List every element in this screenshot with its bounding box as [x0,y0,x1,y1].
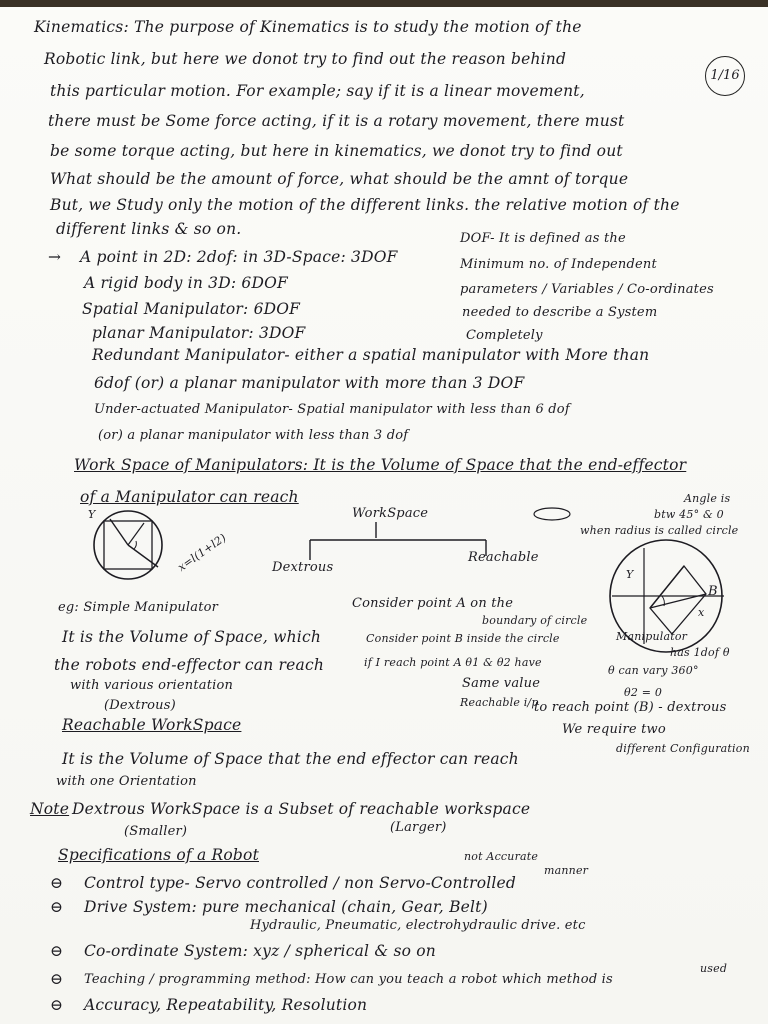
spec-item-4: Teaching / programming method: How can you teach a robot which method is [84,972,613,987]
intro-line-6: What should be the amount of force, what should be the amnt of torque [50,170,629,188]
page-number: 1/16 [705,56,745,96]
tree-right-label: Reachable [468,550,539,565]
dextrous-line-4: (Dextrous) [104,698,176,713]
dof-item-1: A point in 2D: 2dof: in 3D-Space: 3DOF [80,248,398,266]
right-diagram-y-label: Y [626,568,634,581]
intro-line-3: this particular motion. For example; say if it is a linear movement, [50,82,585,100]
consider-b: Consider point B inside the circle [366,632,560,645]
note-smaller: (Smaller) [124,824,188,839]
spec-bullet-3: ⊖ [50,942,64,960]
we-require-note: We require two [562,722,666,737]
dextrous-line-3: with various orientation [70,678,234,693]
spec-item-5: Accuracy, Repeatability, Resolution [84,996,368,1014]
manipulator-note: Manipulator [616,630,688,643]
spec-item-3: Co-ordinate System: xyz / spherical & so on [84,942,436,960]
consider-a-2: boundary of circle [482,614,588,627]
redundant-line-1: Redundant Manipulator- either a spatial manipulator with More than [92,346,650,364]
intro-line-5: be some torque acting, but here in kinematics, we donot try to find out [50,142,623,160]
spec-bullet-4: ⊖ [50,970,64,988]
specs-heading: Specifications of a Robot [58,846,259,864]
dof-def-1: DOF- It is defined as the [460,231,626,246]
spec-item-1: Control type- Servo controlled / non Servo-Controlled [84,874,517,892]
if-reach-note: if I reach point A θ1 & θ2 have [364,656,542,669]
dextrous-line-2: the robots end-effector can reach [54,656,325,674]
workspace-definition-2: of a Manipulator can reach [80,488,299,506]
dof-def-5: Completely [466,328,543,343]
page-top-edge [0,0,768,7]
note-larger: (Larger) [390,820,447,835]
underactuated-line-2: (or) a planar manipulator with less than 3 dof [98,428,409,443]
dof-def-3: parameters / Variables / Co-ordinates [460,282,714,297]
scribble-ellipse [530,504,574,524]
note-text: Dextrous WorkSpace is a Subset of reachable workspace [72,800,531,818]
spec-bullet-2: ⊖ [50,898,64,916]
angle-note-2: btw 45° & 0 [654,508,724,521]
reachable-line-1: It is the Volume of Space that the end effector can reach [62,750,519,768]
theta-zero-note: θ2 = 0 [624,686,663,699]
spec-bullet-1: ⊖ [50,874,64,892]
dof-item-3: Spatial Manipulator: 6DOF [82,300,301,318]
angle-note-1: Angle is [684,492,731,505]
has-dof-note: has 1dof θ [670,646,730,659]
intro-line-4: there must be Some force acting, if it is a rotary movement, there must [48,112,625,130]
intro-line-8: different links & so on. [56,220,242,238]
intro-line-7: But, we Study only the motion of the different links. the relative motion of the [50,196,680,214]
angle-note-3: when radius is called circle [580,524,739,537]
intro-line-2: Robotic link, but here we donot try to find out the reason behind [44,50,567,68]
dof-def-4: needed to describe a System [462,305,658,320]
dof-item-2: A rigid body in 3D: 6DOF [84,274,288,292]
example-label: eg: Simple Manipulator [58,600,219,615]
underactuated-line-1: Under-actuated Manipulator- Spatial manipulator with less than 6 dof [94,402,570,417]
specs-side-note-2: manner [544,864,589,877]
left-diagram-y-label: Y [88,508,96,521]
same-value-note: Same value [462,676,541,691]
left-diagram-label: x=l(1+l2) [175,531,229,574]
spec-item-2-cont: Hydraulic, Pneumatic, electrohydraulic drive. etc [250,918,586,933]
workspace-definition: Work Space of Manipulators: It is the Volume of Space that the end-effector [74,456,687,474]
consider-a: Consider point A on the [352,596,514,611]
dof-def-2: Minimum no. of Independent [460,257,657,272]
spec-item-2: Drive System: pure mechanical (chain, Gear, Belt) [84,898,488,916]
left-circle-diagram [88,505,188,585]
tree-left-label: Dextrous [272,560,334,575]
arrow-bullet: → [48,248,62,266]
tree-root-label: WorkSpace [352,506,429,521]
note-label: Note [30,800,70,818]
reachable-line-2: with one Orientation [56,774,197,789]
diff-config-note: different Configuration [616,742,750,755]
spec-item-4-cont: used [700,962,728,975]
right-diagram-b-label: B [708,584,718,599]
specs-side-note: not Accurate [464,850,539,863]
dof-item-4: planar Manipulator: 3DOF [92,324,306,342]
right-diagram-x-label: x [698,606,705,619]
reachable-heading: Reachable WorkSpace [62,716,242,734]
can-vary-note: θ can vary 360° [608,664,699,677]
spec-bullet-5: ⊖ [50,996,64,1014]
to-reach-b-note: to reach point (B) - dextrous [534,700,727,715]
redundant-line-2: 6dof (or) a planar manipulator with more than 3 DOF [94,374,525,392]
intro-line-1: Kinematics: The purpose of Kinematics is to study the motion of the [34,18,582,36]
dextrous-line-1: It is the Volume of Space, which [62,628,322,646]
reachable-ip-note: Reachable i/p [460,696,539,709]
